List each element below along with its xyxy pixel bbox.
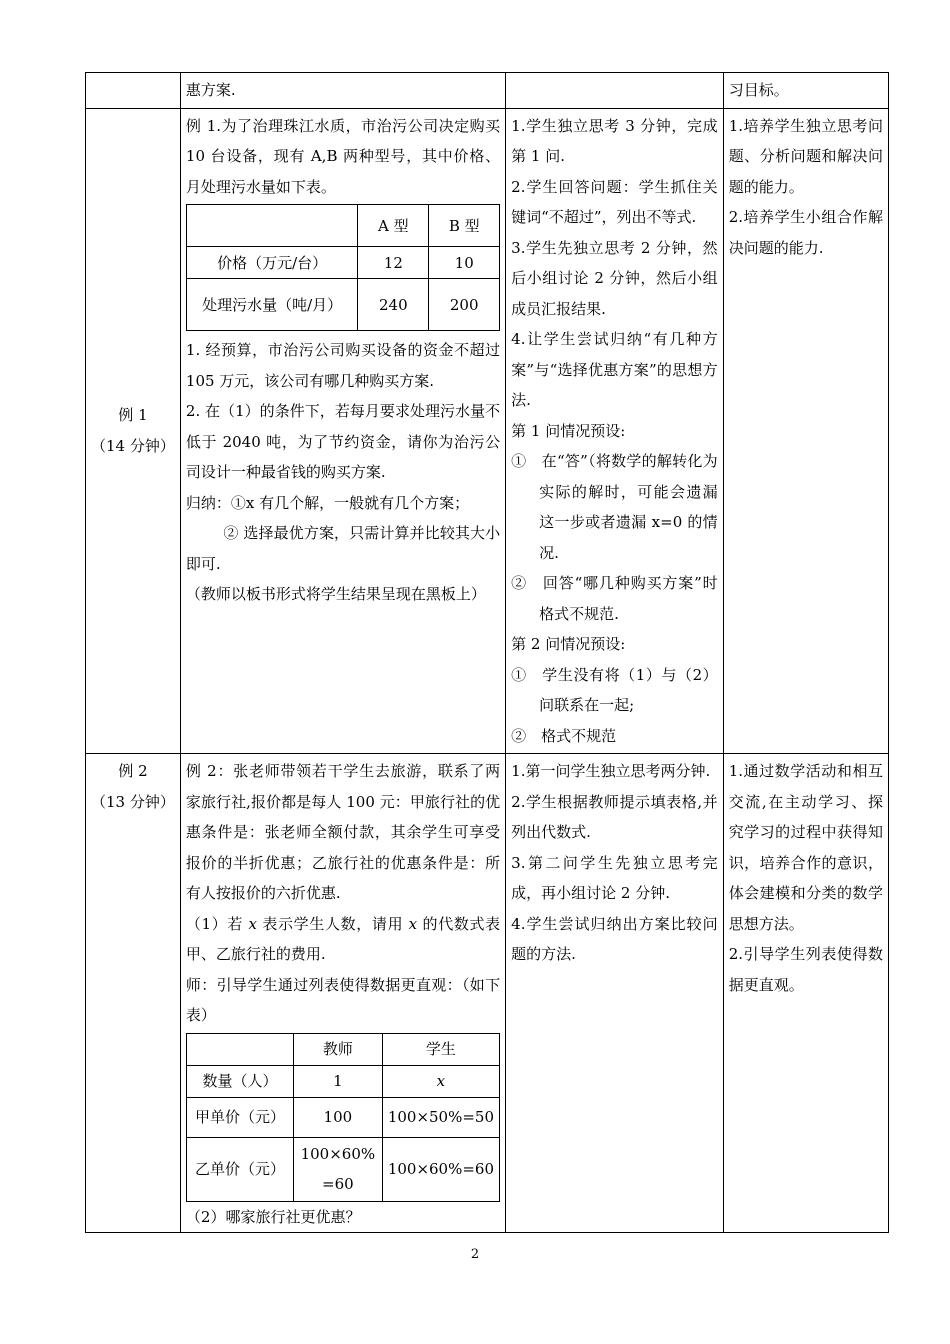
content-cell-example2: [180, 754, 505, 1233]
continuation-row: [86, 73, 889, 109]
question-1: [186, 909, 500, 970]
purpose-item: 1.通过数学活动和相互交流,在主动学习、探究学习的过程中获得知识，培养合作的意识，体会建模和分类的数学思想方法。: [728, 762, 883, 933]
content-cell: [180, 73, 505, 109]
table-header-cell: B 型: [429, 205, 500, 247]
stage-label: 例 1: [118, 406, 148, 425]
example2-intro: 例 2：张老师带领若干学生去旅游，联系了两家旅行社,报价都是每人 100 元：甲旅行社的优惠条件是：张老师全额付款，其余学生可享受报价的半折优惠；乙旅行社的优惠条件是：所有人按报价的六折优惠.: [185, 762, 501, 902]
student-activity: 1.第一问学生独立思考两分钟.: [511, 762, 711, 780]
table-cell: 1: [294, 1065, 383, 1097]
price-table: [186, 1033, 500, 1202]
page-number: 2: [470, 1247, 480, 1262]
table-row: [186, 1065, 499, 1097]
table-cell: 10: [429, 247, 500, 279]
content-text: 惠方案.: [185, 81, 236, 99]
table-cell: 处理污水量（吨/月）: [186, 279, 357, 331]
question-text: 的代数式表甲、乙旅行社的费用.: [185, 914, 501, 963]
table-row: [186, 279, 499, 331]
table-cell-line: =60: [322, 1175, 354, 1193]
table-header-cell: [186, 1033, 293, 1065]
table-cell-line: 100×60%: [300, 1145, 376, 1163]
student-activity: 2.学生根据教师提示填表格,并列出代数式.: [511, 792, 718, 841]
table-cell: 乙单价（元）: [186, 1137, 293, 1201]
preset-item: ① 在“答”（将数学的解转化为实际的解时，可能会遗漏这一步或者遗漏 x=0 的情况.: [511, 452, 718, 562]
student-activity: 1.学生独立思考 3 分钟，完成第 1 问.: [511, 116, 718, 165]
stage-cell-example1: [86, 108, 181, 754]
variable-x: x: [248, 914, 257, 933]
purpose-item: 1.培养学生独立思考问题、分析问题和解决问题的能力。: [728, 116, 883, 196]
purpose-cell-example1: [723, 108, 888, 754]
example2-row: [86, 754, 889, 1233]
question-1: 1. 经预算，市治污公司购买设备的资金不超过 105 万元，该公司有哪几种购买方案.: [185, 341, 501, 390]
stage-label: 例 2: [118, 762, 148, 780]
table-row: [186, 1137, 499, 1201]
student-cell: [506, 73, 724, 109]
table-row: [186, 205, 499, 247]
table-header-cell: [186, 205, 357, 247]
table-row: [186, 1033, 499, 1065]
table-cell: 价格（万元/台）: [186, 247, 357, 279]
stage-cell-example2: [86, 754, 181, 1233]
student-activity: 4.让学生尝试归纳“有几种方案”与“选择优惠方案”的思想方法.: [511, 330, 718, 409]
teacher-guidance: 师：引导学生通过列表使得数据更直观：（如下表）: [185, 975, 501, 1024]
table-cell: 100×60%=60: [382, 1137, 499, 1201]
stage-cell: [86, 73, 181, 109]
student-activity: 3.学生先独立思考 2 分钟，然后小组讨论 2 分钟，然后小组成员汇报结果.: [511, 238, 718, 318]
table-cell: 数量（人）: [186, 1065, 293, 1097]
stage-time: （13 分钟）: [91, 792, 175, 811]
purpose-cell: [723, 73, 888, 109]
table-cell: [382, 1065, 499, 1097]
purpose-item: 2.引导学生列表使得数据更直观。: [728, 945, 883, 994]
question-text: （1）若: [185, 914, 249, 933]
variable-x: x: [436, 1072, 446, 1090]
table-cell: 100×50%=50: [382, 1097, 499, 1137]
table-cell: 甲单价（元）: [186, 1097, 293, 1137]
preset-title: 第 1 问情况预设:: [511, 421, 626, 440]
table-row: [186, 247, 499, 279]
student-cell-example1: [506, 108, 724, 754]
preset-item: ② 回答“哪几种购买方案”时格式不规范.: [511, 574, 718, 623]
lesson-plan-table: [85, 72, 889, 1233]
variable-x: x: [408, 914, 418, 933]
purpose-cell-example2: [723, 754, 888, 1233]
question-2: （2）哪家旅行社更优惠？: [185, 1207, 361, 1226]
stage-time: （14 分钟）: [91, 436, 175, 455]
table-cell: 240: [358, 279, 429, 331]
table-cell: [294, 1137, 383, 1201]
example1-row: [86, 108, 889, 754]
preset-item: ② 格式不规范: [511, 726, 617, 745]
preset-item: ① 学生没有将（1）与（2）问联系在一起;: [511, 665, 718, 714]
preset-title: 第 2 问情况预设:: [511, 635, 626, 653]
student-activity: 3.第二问学生先独立思考完成，再小组讨论 2 分钟.: [511, 853, 718, 902]
table-header-cell: A 型: [358, 205, 429, 247]
student-cell-example2: [506, 754, 724, 1233]
purpose-item: 2.培养学生小组合作解决问题的能力.: [728, 208, 883, 257]
example1-intro: 例 1.为了治理珠江水质，市治污公司决定购买 10 台设备，现有 A,B 两种型号，其中价格、月处理污水量如下表。: [185, 116, 501, 196]
student-activity: 4.学生尝试归纳出方案比较问题的方法.: [511, 914, 718, 963]
question-2: 2. 在（1）的条件下，若每月要求处理污水量不低于 2040 吨，为了节约资金，请你为治污公司设计一种最省钱的购买方案.: [185, 402, 501, 481]
table-cell: 200: [429, 279, 500, 331]
student-activity: 2.学生回答问题：学生抓住关键词“不超过”，列出不等式.: [511, 177, 718, 226]
table-cell: 12: [358, 247, 429, 279]
teacher-note: （教师以板书形式将学生结果呈现在黑板上）: [185, 585, 486, 603]
table-row: [186, 1097, 499, 1137]
summary-1: 归纳：①x 有几个解，一般就有几个方案；: [185, 493, 470, 512]
equipment-table: [186, 204, 500, 331]
summary-2: ② 选择最优方案，只需计算并比较其大小即可.: [185, 524, 501, 573]
table-header-cell: 教师: [294, 1033, 383, 1065]
question-text: 表示学生人数，请用: [256, 914, 409, 933]
purpose-text: 习目标。: [728, 81, 789, 99]
table-cell: 100: [294, 1097, 383, 1137]
content-cell-example1: [180, 108, 505, 754]
table-header-cell: 学生: [382, 1033, 499, 1065]
